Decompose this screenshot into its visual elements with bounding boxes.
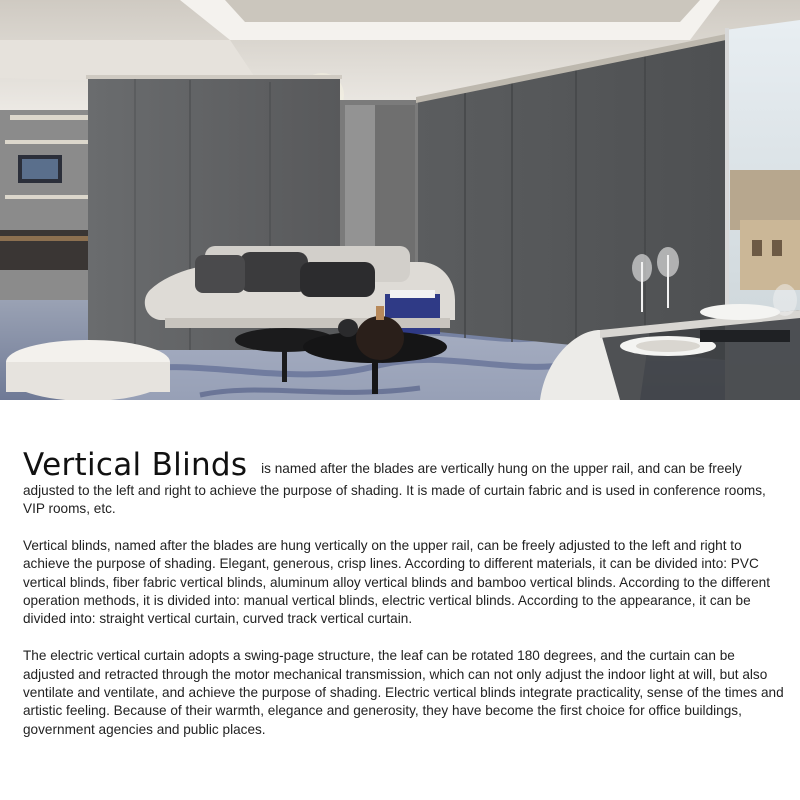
body-paragraph-1: Vertical blinds, named after the blades are hung vertically on the upper rail, can be freely adjusted to the left and right to achieve the purpose of shading. Elegant, generous, crisp lines. According to different materials, it can be divided into: PVC vertical blinds, fiber fabric vertical blinds, aluminum alloy vertical blinds and bamboo vertical blinds. According to the different operation methods, it is divided into: manual vertical blinds, electric vertical blinds. According to the appearance, it can be divided into: straight vertical curtain, curved track vertical curtain. — [23, 538, 771, 627]
article-title: Vertical Blinds — [23, 447, 248, 483]
intro-paragraph — [23, 448, 788, 518]
body-paragraph-2: The electric vertical curtain adopts a swing-page structure, the leaf can be rotated 180 degrees, and the curtain can be adjusted and retracted through the motor mechanical transmission, which can not only adjust the indoor light at will, but also ventilate and ventilate, and achieve the purpose of shading. Electric vertical blinds integrate practicality, sense of the times and artistic feeling. Because of their warmth, elegance and generosity, they have become the first choice for office buildings, government agencies and public places. — [23, 648, 784, 737]
intro-text: is named after the blades are vertically hung on the upper rail, and can be freely adjusted to the left and right to achieve the purpose of shading. It is made of curtain fabric and is used in conference rooms, VIP rooms, etc. — [23, 461, 766, 516]
article — [23, 448, 788, 739]
